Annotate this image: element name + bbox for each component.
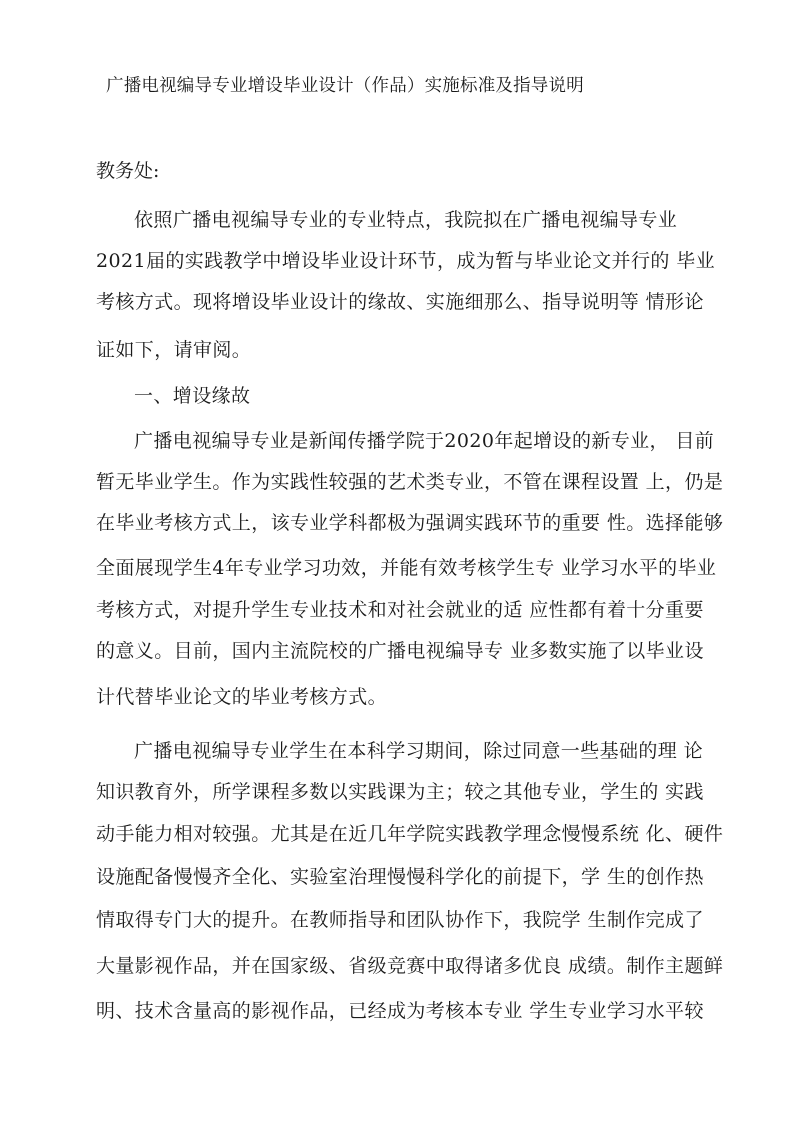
paragraph-line: 考核方式，对提升学生专业技术和对社会就业的适 应性都有着十分重要 <box>96 599 704 621</box>
paragraph-line: 大量影视作品，并在国家级、省级竞赛中取得诸多优良 成绩。制作主题鲜 <box>96 955 724 977</box>
paragraph-line: 在毕业考核方式上，该专业学科都极为强调实践环节的重要 性。选择能够 <box>96 512 724 534</box>
paragraph-line: 知识教育外，所学课程多数以实践课为主；较之其他专业，学生的 实践 <box>96 781 704 803</box>
paragraph-line: 明、技术含量高的影视作品，已经成为考核本专业 学生专业学习水平较 <box>96 1000 704 1022</box>
addressee: 教务处: <box>96 160 160 182</box>
paragraph-line: 全面展现学生4年专业学习功效，并能有效考核学生专 业学习水平的毕业 <box>96 557 717 579</box>
paragraph-line: 设施配备慢慢齐全化、实验室治理慢慢科学化的前提下，学 生的创作热 <box>96 866 704 888</box>
paragraph-line: 情取得专门大的提升。在教师指导和团队协作下，我院学 生制作完成了 <box>96 909 704 931</box>
paragraph-line: 计代替毕业论文的毕业考核方式。 <box>96 686 388 708</box>
paragraph-line: 依照广播电视编导专业的专业特点，我院拟在广播电视编导专业 <box>134 209 678 231</box>
paragraph-line: 2021届的实践教学中增设毕业设计环节，成为暂与毕业论文并行的 毕业 <box>96 250 715 272</box>
section-heading: 一、增设缘故 <box>134 385 251 407</box>
paragraph-line: 广播电视编导专业学生在本科学习期间，除过同意一些基础的理 论 <box>134 740 704 762</box>
paragraph-line: 动手能力相对较强。尤其是在近几年学院实践教学理念慢慢系统 化、硬件 <box>96 823 724 845</box>
paragraph-line: 暂无毕业学生。作为实践性较强的艺术类专业，不管在课程设置 上，仍是 <box>96 471 724 493</box>
document-title: 广播电视编导专业增设毕业设计（作品）实施标准及指导说明 <box>106 76 584 96</box>
paragraph-line: 考核方式。现将增设毕业设计的缘故、实施细那么、指导说明等 情形论 <box>96 291 704 313</box>
paragraph-line: 证如下，请审阅。 <box>96 339 252 361</box>
paragraph-line: 的意义。目前，国内主流院校的广播电视编导专 业多数实施了以毕业设 <box>96 640 704 662</box>
paragraph-line: 广播电视编导专业是新闻传播学院于2020年起增设的新专业， 目前 <box>134 430 715 452</box>
